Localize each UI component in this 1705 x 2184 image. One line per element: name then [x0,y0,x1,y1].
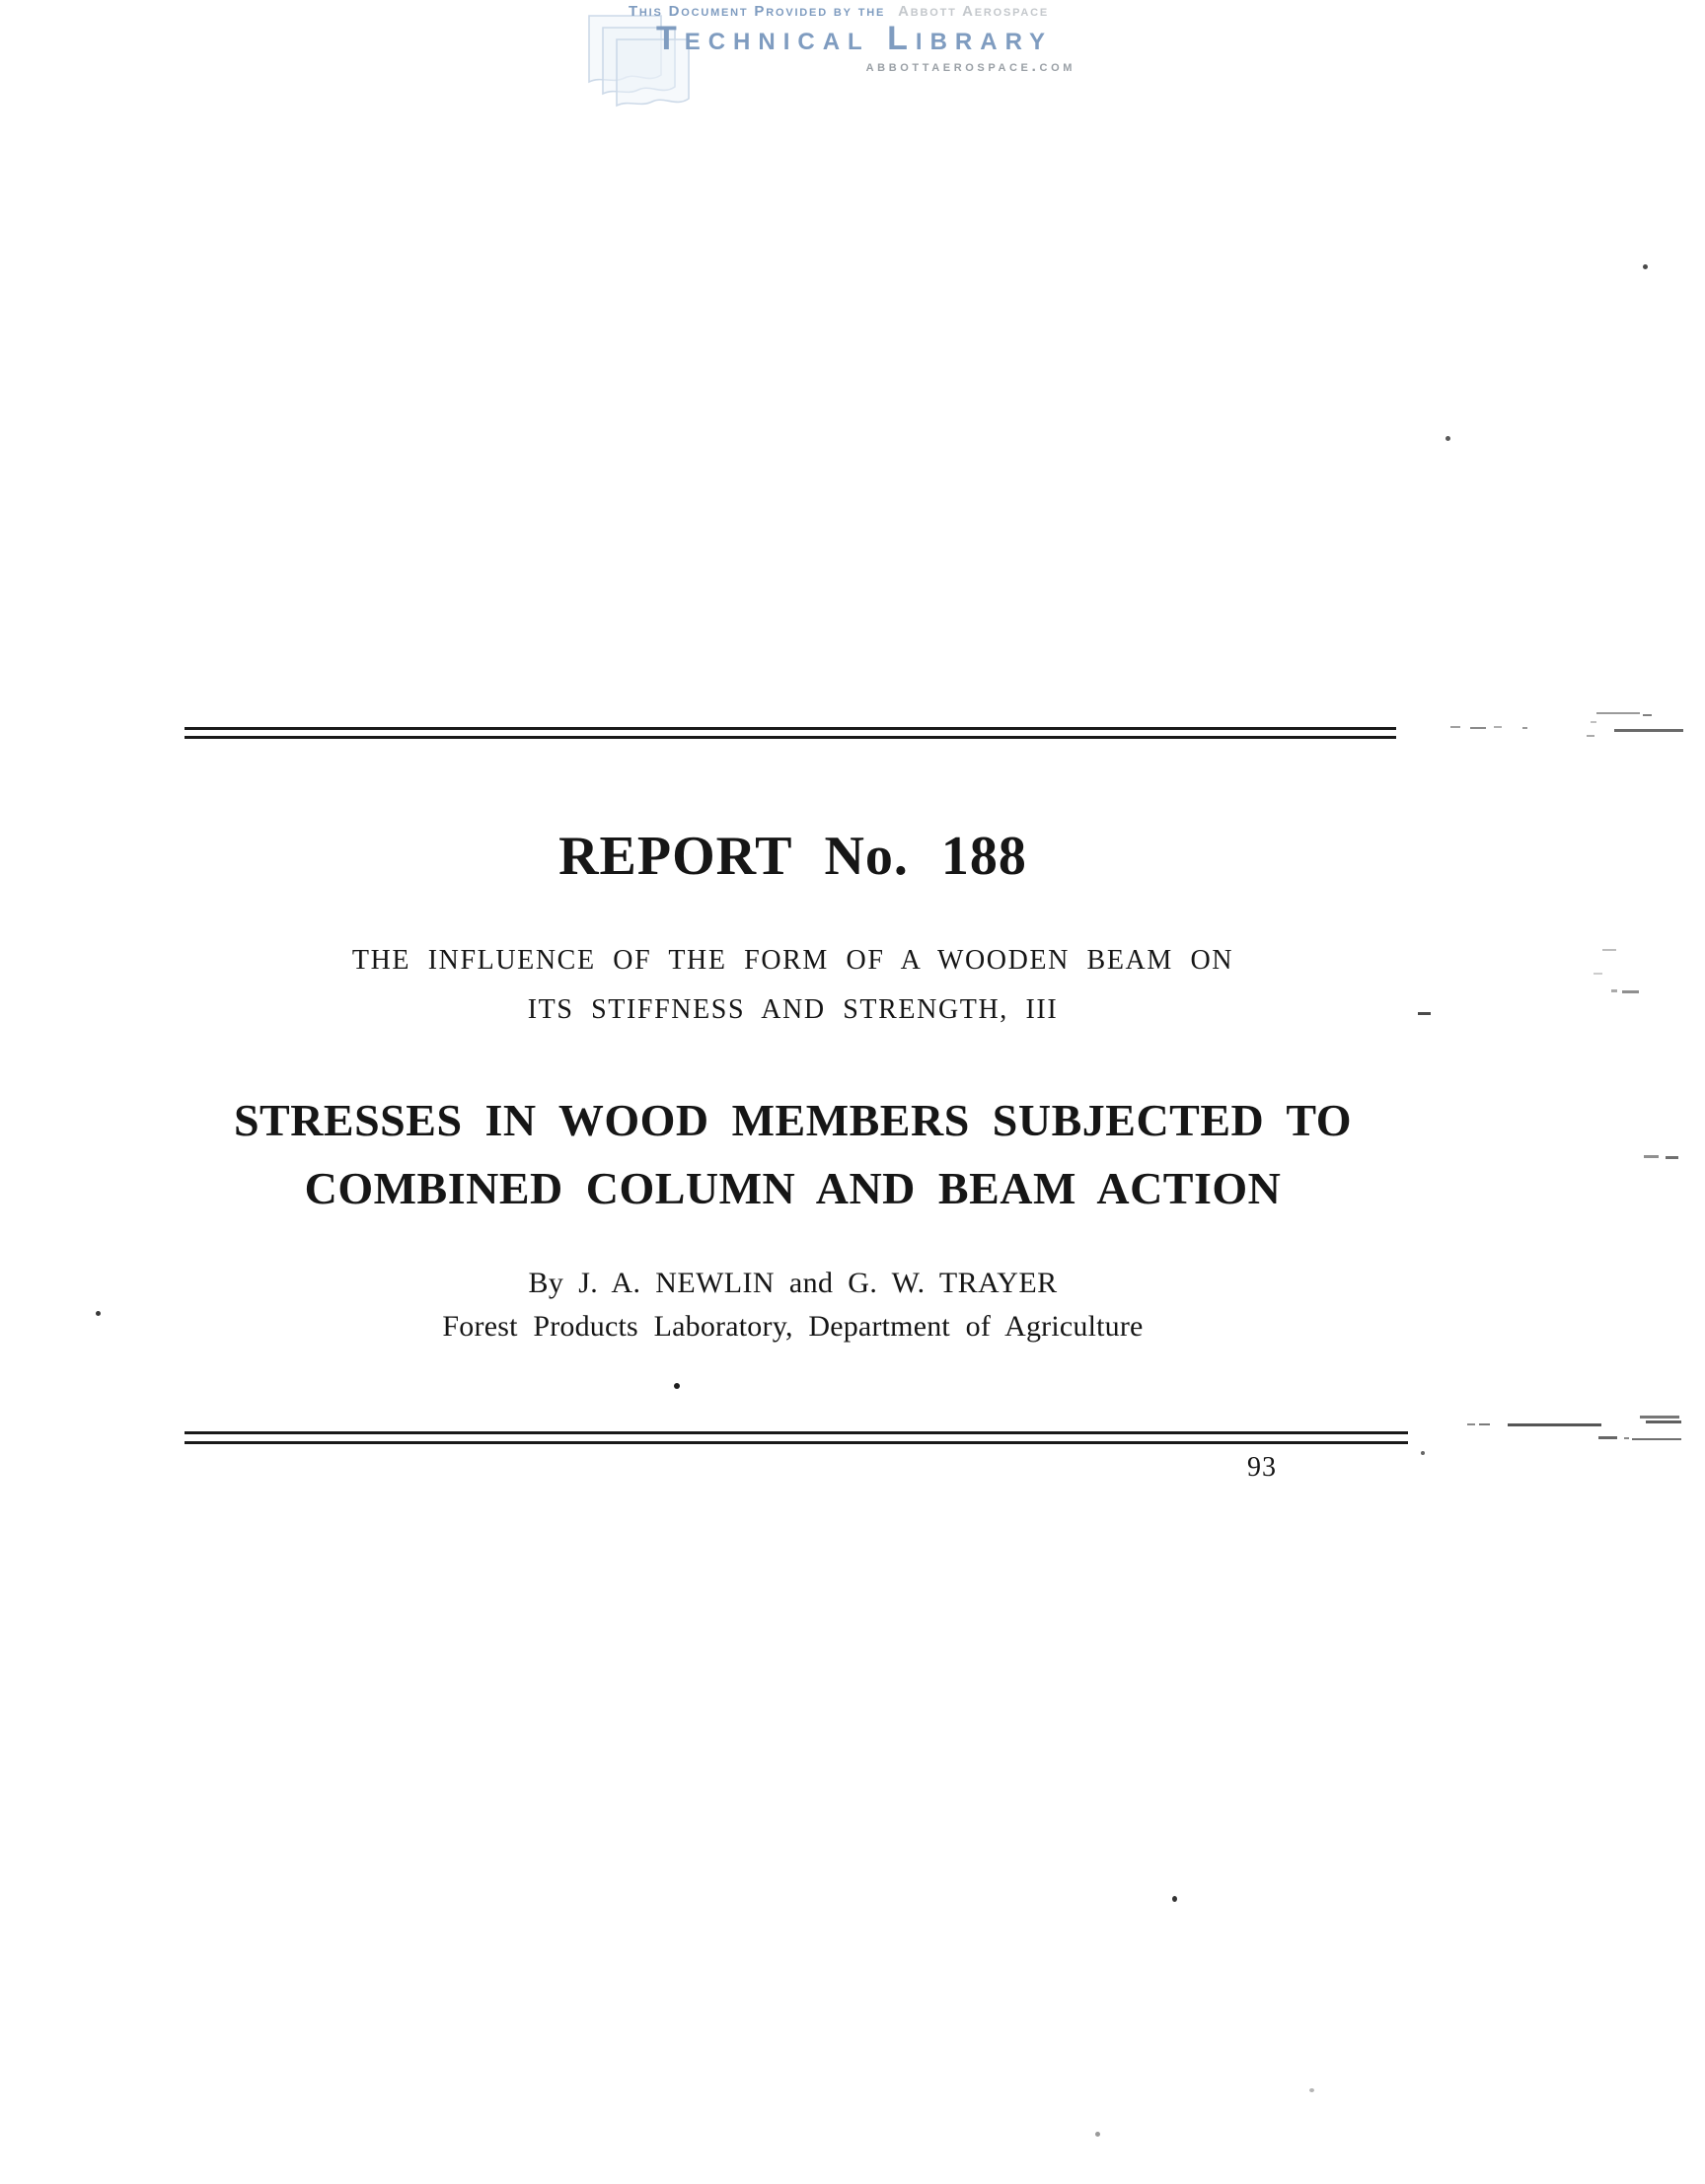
scan-artifact [1643,714,1652,716]
scan-artifact [1644,1155,1659,1158]
report-number-title: REPORT No. 188 [558,826,1027,887]
scan-artifact [1450,726,1460,728]
scan-artifact [1602,949,1616,951]
scan-artifact [1614,729,1683,732]
scan-artifact [1446,436,1450,441]
scan-artifact [1470,727,1486,729]
affiliation: Forest Products Laboratory, Department of Agriculture [442,1310,1144,1343]
scan-artifact [1624,1437,1629,1439]
bottom-rule-upper [185,1431,1408,1434]
library-domain: abbottaerospace.com [865,58,1075,75]
scan-artifact [1598,1436,1617,1439]
top-rule-upper [185,727,1396,730]
scan-artifact [1666,1156,1678,1159]
scan-artifact [1095,2132,1100,2137]
scan-artifact [1508,1423,1601,1426]
scan-artifact [1643,264,1648,269]
brand-label: Abbott Aerospace [898,3,1050,20]
series-title-line-1: THE INFLUENCE OF THE FORM OF A WOODEN BEAM ON [351,945,1234,976]
scan-artifact [1421,1451,1425,1455]
main-title-line-1: STRESSES IN WOOD MEMBERS SUBJECTED TO [233,1095,1353,1145]
scan-artifact [1591,721,1596,723]
scan-artifact [96,1311,101,1316]
library-title: Technical Library [655,20,1054,57]
main-title-line-2: COMBINED COLUMN AND BEAM ACTION [304,1163,1282,1213]
scan-artifact [674,1383,680,1389]
scan-artifact [1596,712,1640,714]
provided-by-label: This Document Provided by the [628,3,886,20]
scan-artifact [1594,973,1602,975]
page-number: 93 [1247,1452,1277,1483]
scan-artifact [1494,726,1502,728]
scan-artifact [1611,989,1617,992]
bottom-rule-lower [185,1441,1408,1444]
scan-artifact [1640,1416,1679,1419]
scan-artifact [1622,990,1639,993]
scan-artifact [1309,2088,1314,2092]
scan-artifact [1587,735,1594,737]
scan-artifact [1646,1420,1681,1423]
scan-artifact [1632,1438,1681,1440]
scan-artifact [1418,1012,1431,1015]
series-title-line-2: ITS STIFFNESS AND STRENGTH, III [527,994,1059,1025]
scan-artifact [1467,1423,1475,1425]
byline: By J. A. NEWLIN and G. W. TRAYER [528,1267,1058,1299]
scan-artifact [1479,1423,1490,1425]
library-header-line [444,3,1233,20]
scan-artifact [1522,727,1527,729]
top-rule-lower [185,736,1396,739]
scan-artifact [1172,1896,1177,1902]
